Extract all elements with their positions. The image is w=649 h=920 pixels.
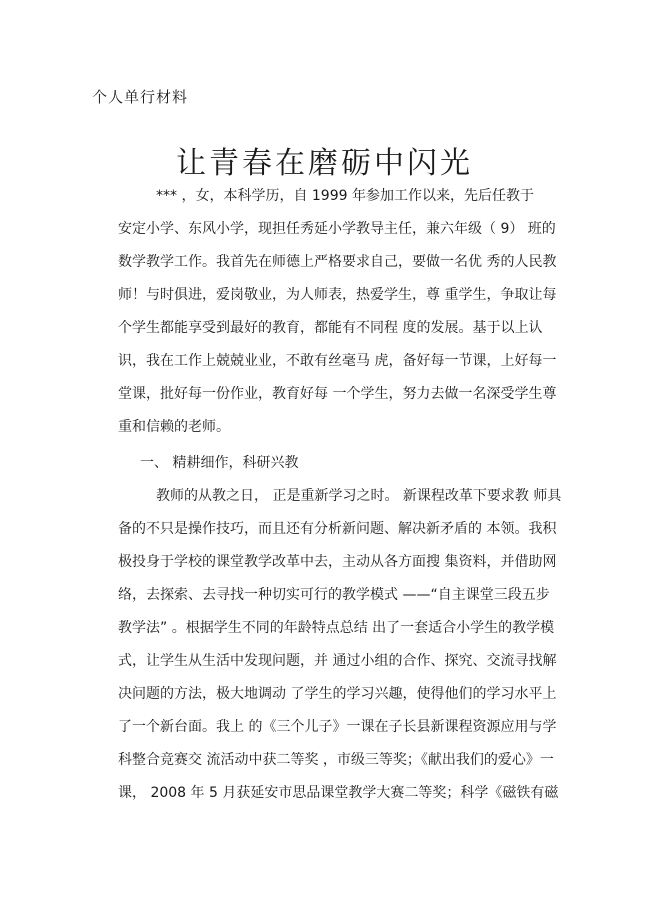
paragraph-line: 备的不只是操作技巧，而且还有分析新问题、解决新矛盾的 本领。我积 [118,521,557,537]
section-heading-block [118,447,538,480]
paragraph-line: 课， 2008 年 5 月获延安市思品课堂教学大赛二等奖；科学《磁铁有磁 [118,785,559,801]
document-title: 让青春在磨砺中闪光 [176,146,473,182]
paragraph-line: 科整合竞赛交 流活动中获二等奖 ，市级三等奖；《献出我们的爱心》一 [118,752,554,768]
paragraph-line: 安定小学、东风小学，现担任秀延小学教导主任，兼六年级（ 9） 班的 [118,221,556,237]
paragraph-line: 教师的从教之日， 正是重新学习之时。 新课程改革下要求教 师具 [156,488,562,504]
document-label: 个人单行材料 [92,88,189,106]
paragraph-line: 极投身于学校的课堂教学改革中去，主动从各方面搜 集资料，并借助网 [118,554,557,570]
paragraph-line: 教学法” 。根据学生不同的年龄特点总结 出了一套适合小学生的教学模 [118,620,555,636]
paragraph-line: 决问题的方法，极大地调动 了学生的学习兴趣，使得他们的学习水平上 [118,686,557,702]
paragraph-line: 识，我在工作上兢兢业业，不敢有丝毫马 虎，备好每一节课，上好每一 [118,353,557,369]
paragraph-line: 式，让学生从生活中发现问题，并 通过小组的合作、探究、交流寻找解 [118,653,557,669]
paragraph-line: 络，去探索、去寻找一种切实可行的教学模式 ——“自主课堂三段五步 [118,587,550,603]
paragraph-line: 个学生都能享受到最好的教育，都能有不同程 度的发展。基于以上认 [118,320,543,336]
paragraph-line: 了一个新台面。我上 的《三个儿子》一课在子长县新课程资源应用与学 [118,719,557,735]
section-paragraph [118,480,562,810]
section-heading: 一、 精耕细作，科研兴教 [140,455,299,471]
paragraph-line: 数学教学工作。我首先在师德上严格要求自己，要做一名优 秀的人民教 [118,254,557,270]
intro-paragraph [118,180,557,444]
paragraph-line: 师！与时俱进，爱岗敬业，为人师表，热爱学生，尊 重学生，争取让每 [118,287,557,303]
paragraph-line: *** ，女，本科学历，自 1999 年参加工作以来，先后任教于 [156,188,534,204]
paragraph-line: 重和信赖的老师。 [118,419,230,435]
paragraph-line: 堂课，批好每一份作业，教育好每 一个学生，努力去做一名深受学生尊 [118,386,557,402]
